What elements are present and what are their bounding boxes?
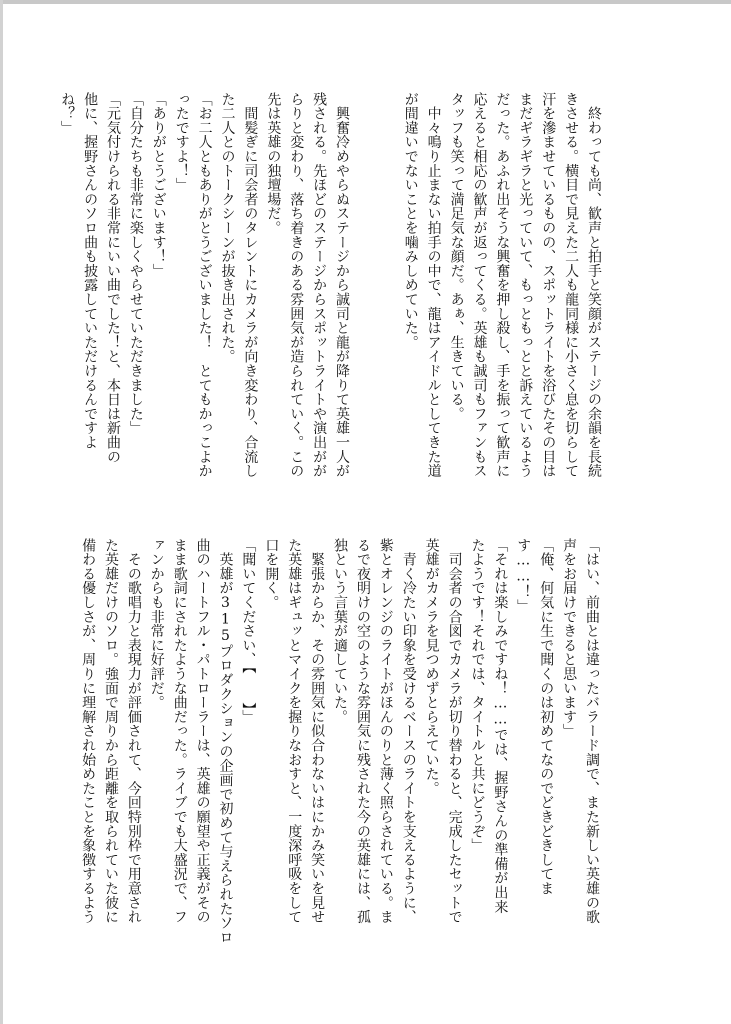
text-line: 英雄が315プロダクションの企画で初めて与えられたソロ [217,538,234,945]
text-line: ァンからも非常に好評だ。 [148,538,165,710]
text-block-lower [80,538,603,945]
text-line: 中々鳴り止まない拍手の中で、龍はアイドルとしてきた道 [425,92,442,479]
text-line: 「自分たちも非常に楽しくやらせていただきました」 [127,92,144,436]
text-line: 「元気付けられる非常にいい曲でした！と、本日は新曲の [104,92,121,464]
text-line: 「お二人ともありがとうございました！ とてもかっこよか [196,92,213,479]
text-line: 汗を滲ませているものの、スポットライトを浴びたその目は [540,92,557,479]
text-line: 「ありがとうございます！」 [150,92,167,278]
text-line: まだギラギラと光っていて、もっともっとと訴えているよう [517,92,534,479]
text-line: 「それは楽しみですね！……では、握野さんの準備が出来 [492,538,509,914]
text-line: 先は英雄の独壇場だ。 [265,92,282,235]
text-line: きさせる。横目で見えた二人も龍同様に小さく息を切らして [563,92,580,479]
text-line [353,92,376,508]
text-line: 英雄がカメラを見つめずとらえていた。 [423,538,440,796]
text-line: 間髪ぎに司会者のタレントにカメラが向き変わり、合流し [242,92,259,479]
text-line: その歌唱力と表現力が評価されて、今回特別枠で用意され [125,538,142,925]
text-line: が間違いでないことを噛みしめていた。 [402,92,419,350]
text-line: ね？」 [59,92,76,135]
text-line: 口を開く。 [263,538,280,610]
text-line: 司会者の合図でカメラが切り替わると、完成したセットで [446,538,463,925]
text-line: 残される。先ほどのステージからスポットライトや演出がが [311,92,328,479]
text-line: 曲のハートフル・パトローラーは、英雄の願望や正義がその [194,538,211,925]
text-line: す……！」 [515,538,532,614]
text-line: 紫とオレンジのライトがほんのりと薄く照らされている。ま [377,538,394,925]
text-line: 終わっても尚、歓声と拍手と笑顔がステージの余韻を長続 [586,92,602,479]
text-line: た英雄はギュッとマイクを握りなおすと、一度深呼吸をして [286,538,303,925]
text-line: 備わる優しさが、周りに理解され始めたことを象徴するよう [80,538,97,925]
text-block-upper [59,92,605,508]
scan-edge-left [0,0,3,1024]
text-line: 声をお届けできると思います」 [561,538,578,739]
text-line: らりと変わり、落ち着きのある雰囲気が造られていく。この [288,92,305,479]
text-line: ったですよ！」 [173,92,190,193]
text-line: たようです！それでは、タイトルと共にどうぞ」 [469,538,486,853]
text-line: 他に、握野さんのソロ曲も披露していただけるんですよ [82,92,99,450]
text-line: 応えると相応の歓声が返ってくる。英雄も誠司もファンもス [471,92,488,479]
text-line: 「聞いてください、【 】」 [240,538,257,725]
text-line: タッフも笑って満足気な顔だ。あぁ、生きている。 [448,92,465,421]
text-line [376,92,399,508]
text-line: 独という言葉が適していた。 [332,538,349,724]
text-line: た英雄だけのソロ。強面で周りから距離を取られていた彼に [102,538,119,925]
text-line: 「はい、前曲とは違ったバラード調で、また新しい英雄の歌 [584,538,600,925]
text-line: だった。あふれ出そうな興奮を押し殺し、手を振って歓声に [494,92,511,479]
text-line: 興奮冷めやらぬステージから誠司と龍が降りて英雄一人が [334,92,351,479]
text-line: 青く冷たい印象を受けるベースのライトを支えるように、 [400,538,417,925]
scan-edge-top [0,0,731,4]
text-line: まま歌詞にされたような曲だった。ライブでも大盛況で、フ [171,538,188,925]
text-line: た二人とのトークシーンが抜き出された。 [219,92,236,364]
text-line: 「俺、何気に生で聞くのは初めてなのでどきどきしてま [538,538,555,896]
text-line: るで夜明けの空のような雰囲気に残された今の英雄には、孤 [354,538,371,925]
text-line: 緊張からか、その雰囲気に似合わないはにかみ笑いを見せ [309,538,326,925]
